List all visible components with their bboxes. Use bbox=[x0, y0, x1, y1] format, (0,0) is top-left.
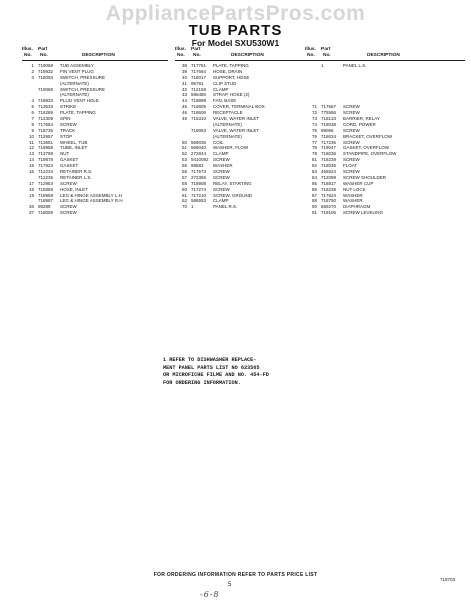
part-number: 718735 bbox=[38, 127, 54, 133]
part-number: 718908 bbox=[191, 180, 207, 186]
part-description: PANEL R.S. bbox=[213, 204, 238, 210]
part-description: TUB ASSEMBLY bbox=[60, 63, 94, 68]
part-number: 569270 bbox=[321, 204, 337, 210]
part-description: SUPPORT, HOSE bbox=[213, 74, 250, 80]
part-number: 713798 bbox=[38, 151, 54, 157]
part-number: 272844 bbox=[191, 151, 207, 157]
part-description: (ALTERNATE) bbox=[213, 133, 242, 139]
part-description: SCREW bbox=[213, 169, 230, 175]
header-part: Part bbox=[191, 47, 201, 52]
part-description: LEG & HINGE ASSEMBLY L.H bbox=[60, 192, 122, 198]
illus-number: 42 bbox=[181, 86, 187, 92]
column-header-bottom bbox=[175, 53, 305, 61]
part-description: STOP bbox=[60, 133, 73, 139]
part-description: STRAP, HOSE (2) bbox=[213, 92, 250, 98]
ordering-footer: FOR ORDERING INFORMATION REFER TO PARTS PRICE LIST bbox=[153, 572, 318, 578]
part-number: 713533 bbox=[38, 104, 54, 110]
part-number: 719878 bbox=[38, 157, 54, 163]
illus-number: 57 bbox=[181, 174, 187, 180]
part-description: CLAMP bbox=[213, 198, 229, 204]
part-number: 1 bbox=[191, 204, 194, 210]
part-description: TUBE, INLET bbox=[60, 145, 88, 151]
parts-column-3 bbox=[305, 47, 465, 216]
part-number: 717274 bbox=[191, 186, 207, 192]
part-description: FIN VENT PLUG bbox=[60, 68, 94, 74]
illus-number: 4 bbox=[31, 98, 34, 104]
part-description: RELAY, STARTING bbox=[213, 180, 252, 186]
part-description: SPIN bbox=[60, 116, 71, 122]
column-header-bottom bbox=[22, 53, 168, 61]
part-description: SCREW bbox=[343, 110, 360, 116]
illus-number: 55 bbox=[181, 163, 187, 169]
part-number: 716289 bbox=[38, 110, 54, 116]
part-number: 775556 bbox=[321, 110, 337, 116]
part-description: RETAINER R.S. bbox=[60, 169, 93, 175]
part-number: 717673 bbox=[191, 169, 207, 175]
part-number: 718059 bbox=[38, 210, 54, 216]
illus-number: 53 bbox=[181, 157, 187, 163]
part-number: 717236 bbox=[321, 139, 337, 145]
part-description: SCREW bbox=[343, 104, 360, 110]
illus-number: 76 bbox=[311, 133, 317, 139]
parts-rows bbox=[305, 63, 465, 216]
part-number: 718750 bbox=[321, 198, 337, 204]
illus-number: 75 bbox=[311, 127, 317, 133]
illus-number: 17 bbox=[28, 180, 34, 186]
illus-number: 79 bbox=[311, 151, 317, 157]
part-description: NUT bbox=[60, 151, 70, 157]
note-line: 1 REFER TO DISHWASHER REPLACE- bbox=[163, 357, 257, 363]
header-no-2: No. bbox=[323, 53, 331, 58]
part-description: SCREW LEVELING bbox=[343, 210, 384, 216]
part-description: SCREW bbox=[343, 139, 360, 145]
illus-number: 78 bbox=[311, 145, 317, 151]
part-number: 718933 bbox=[38, 98, 54, 104]
part-description: SWITCH, PRESSURE bbox=[60, 86, 106, 92]
part-description: PLATE, TAPPING bbox=[213, 63, 249, 68]
part-number: 718606 bbox=[191, 110, 207, 116]
illus-number: 86 bbox=[311, 186, 317, 192]
part-number: 719068 bbox=[38, 63, 54, 68]
part-number: 715310 bbox=[191, 116, 207, 122]
part-description: SCREW bbox=[60, 210, 77, 216]
illus-number: 91 bbox=[311, 210, 317, 216]
illus-number: 5 bbox=[31, 104, 34, 110]
part-number: 717624 bbox=[321, 192, 337, 198]
handwritten-mark: -6-8 bbox=[200, 590, 220, 599]
part-number: 718932 bbox=[38, 68, 54, 74]
part-description: SCREW bbox=[343, 157, 360, 163]
part-description: LEG & HINGE ASSEMBLY R.H bbox=[60, 198, 123, 204]
part-description: NUT LOCK bbox=[343, 186, 366, 192]
illus-number: 3 bbox=[31, 74, 34, 80]
part-description: (ALTERNATE) bbox=[213, 121, 242, 127]
part-description: SWITCH, PRESSURE bbox=[60, 74, 106, 80]
part-number: 586553 bbox=[191, 198, 207, 204]
part-number: 98583 bbox=[191, 163, 204, 169]
part-number: 712235 bbox=[38, 174, 54, 180]
header-description: DESCRIPTION bbox=[367, 53, 400, 58]
illus-number: 45 bbox=[181, 104, 187, 110]
illus-number: 70 bbox=[181, 204, 187, 210]
illus-number: 14 bbox=[28, 157, 34, 163]
part-number: 596480 bbox=[191, 92, 207, 98]
part-number: 718238 bbox=[321, 157, 337, 163]
part-number: 713651 bbox=[38, 139, 54, 145]
parts-column-2 bbox=[175, 47, 305, 210]
illus-number: 51 bbox=[181, 145, 187, 151]
part-number: 717761 bbox=[191, 63, 207, 68]
header-illus: Illus. bbox=[175, 47, 186, 52]
part-description: STANDPIPE, OVERFLOW bbox=[343, 151, 397, 157]
illus-number: 38 bbox=[181, 63, 187, 68]
note-line: FOR ORDERING INFORMATION. bbox=[163, 379, 241, 386]
illus-number: 1 bbox=[31, 63, 34, 68]
illus-number: 82 bbox=[311, 163, 317, 169]
part-description: BARRIER, RELAY bbox=[343, 116, 380, 122]
part-number: 719106 bbox=[321, 210, 337, 216]
part-number: 717210 bbox=[191, 192, 207, 198]
illus-number: 9 bbox=[31, 127, 34, 133]
part-description: RECEPTACLE bbox=[213, 110, 243, 116]
part-description: GASKET, OVERFLOW bbox=[343, 145, 390, 151]
part-number: 718093 bbox=[38, 74, 54, 80]
part-number: 715859 bbox=[38, 186, 54, 192]
part-description: GASKET bbox=[60, 157, 79, 163]
part-number: 566040 bbox=[191, 145, 207, 151]
part-number: 718605 bbox=[191, 104, 207, 110]
part-description: WASHER bbox=[343, 192, 363, 198]
part-description: PANEL L.S. bbox=[343, 63, 367, 68]
part-description: RETAINER L.S. bbox=[60, 174, 92, 180]
part-description: BRACKET, OVERFLOW bbox=[343, 133, 393, 139]
header-no-2: No. bbox=[193, 53, 201, 58]
part-number: 95791 bbox=[191, 80, 204, 86]
part-description: PLUG VENT HOLE bbox=[60, 98, 99, 104]
illus-number: 37 bbox=[28, 210, 34, 216]
part-description: VALVE, WATER INLET bbox=[213, 116, 260, 122]
illus-number: 39 bbox=[181, 68, 187, 74]
illus-number: 85 bbox=[311, 180, 317, 186]
illus-number: 43 bbox=[181, 92, 187, 98]
part-description: CLIP STUD bbox=[213, 80, 237, 86]
part-description: DIAPHRAGM bbox=[343, 204, 371, 210]
illus-number: 71 bbox=[311, 104, 317, 110]
illus-number: 13 bbox=[28, 151, 34, 157]
illus-number: 72 bbox=[311, 110, 317, 116]
header-description: DESCRIPTION bbox=[231, 53, 264, 58]
illus-number: 16 bbox=[28, 169, 34, 175]
part-number: 717923 bbox=[38, 163, 54, 169]
illus-number: 46 bbox=[181, 110, 187, 116]
illus-number: 77 bbox=[311, 139, 317, 145]
part-description: COIL bbox=[213, 139, 224, 145]
watermark: AppliancePartsPros.com bbox=[105, 2, 366, 25]
illus-number: 49 bbox=[181, 116, 187, 122]
part-number: 719038 bbox=[321, 121, 337, 127]
part-description: SCREW bbox=[60, 204, 77, 210]
part-description: COVER, TERMINAL BOX bbox=[213, 104, 265, 110]
illus-number: 88 bbox=[311, 198, 317, 204]
illus-number: 12 bbox=[28, 145, 34, 151]
part-number: 455524 bbox=[321, 169, 337, 175]
illus-number: 15 bbox=[28, 163, 34, 169]
illus-number: 58 bbox=[181, 180, 187, 186]
part-number: 717554 bbox=[38, 121, 54, 127]
illus-number: 56 bbox=[181, 169, 187, 175]
part-description: SCREW bbox=[213, 186, 230, 192]
part-description: WASHER bbox=[213, 163, 233, 169]
part-number: 718034 bbox=[321, 133, 337, 139]
part-description: HOSE, DRAIN bbox=[213, 68, 243, 74]
part-description: SCREW bbox=[343, 169, 360, 175]
part-description: CLAMP bbox=[213, 86, 229, 92]
part-number: 718958 bbox=[38, 192, 54, 198]
note-line: MENT PANEL PARTS LIST NO 623565 bbox=[163, 364, 260, 371]
part-number: 717567 bbox=[321, 104, 337, 110]
part-number: 719047 bbox=[321, 145, 337, 151]
part-description: FLOAT bbox=[343, 163, 358, 169]
part-number: 272356 bbox=[191, 174, 207, 180]
header-part: Part bbox=[38, 47, 48, 52]
page-title: TUB PARTS bbox=[188, 22, 283, 39]
header-illus: Illus. bbox=[22, 47, 33, 52]
page-subtitle: For Model SXU530W1 bbox=[191, 38, 280, 48]
illus-number: 7 bbox=[31, 116, 34, 122]
parts-row bbox=[175, 204, 305, 210]
part-description: SCREW bbox=[60, 180, 77, 186]
panel-note bbox=[163, 357, 323, 387]
illus-number: 84 bbox=[311, 174, 317, 180]
illus-number: 90 bbox=[311, 204, 317, 210]
part-number: 712957 bbox=[38, 133, 54, 139]
part-number: 718958 bbox=[38, 145, 54, 151]
header-no: No. bbox=[24, 53, 32, 58]
part-description: SCREW SHOULDER bbox=[343, 174, 387, 180]
illus-number: 62 bbox=[181, 198, 187, 204]
header-no: No. bbox=[177, 53, 185, 58]
illus-number: 18 bbox=[28, 186, 34, 192]
part-description: SCREW bbox=[60, 121, 77, 127]
part-number: 718987 bbox=[38, 198, 54, 204]
illus-number: 50 bbox=[181, 139, 187, 145]
part-description: PLATE, TAPPING bbox=[60, 110, 96, 116]
part-number: 718898 bbox=[191, 98, 207, 104]
part-description: SCREW bbox=[213, 174, 230, 180]
part-number: 718036 bbox=[321, 151, 337, 157]
part-description: WASHER, FLOW bbox=[213, 145, 249, 151]
illus-number: 40 bbox=[181, 74, 187, 80]
header-description: DESCRIPTION bbox=[82, 53, 115, 58]
illus-number: 87 bbox=[311, 192, 317, 198]
illus-number: 36 bbox=[28, 204, 34, 210]
part-description: CORD, POWER bbox=[343, 121, 376, 127]
part-number: 718817 bbox=[321, 180, 337, 186]
part-number: 712954 bbox=[38, 180, 54, 186]
part-description: WASHER bbox=[343, 198, 363, 204]
part-description: VALVE, WATER INLET bbox=[213, 127, 260, 133]
part-description: (ALTERNATE) bbox=[60, 80, 89, 86]
part-number: 719068 bbox=[38, 86, 54, 92]
illus-number: 61 bbox=[181, 192, 187, 198]
part-description: CLAMP bbox=[213, 151, 229, 157]
illus-number: 74 bbox=[311, 121, 317, 127]
illus-number: 52 bbox=[181, 151, 187, 157]
page-number: 5 bbox=[228, 582, 232, 588]
part-number: 98066 bbox=[321, 127, 334, 133]
part-description: GASKET bbox=[60, 163, 79, 169]
illus-number: 73 bbox=[311, 116, 317, 122]
part-number: 712234 bbox=[38, 169, 54, 175]
part-number: 718133 bbox=[321, 116, 337, 122]
part-description: SCREW bbox=[343, 127, 360, 133]
illus-number: 10 bbox=[28, 133, 34, 139]
part-number: 719053 bbox=[191, 127, 207, 133]
parts-rows bbox=[175, 63, 305, 210]
illus-number: 2 bbox=[31, 68, 34, 74]
part-number: 718035 bbox=[321, 163, 337, 169]
note-line: OR MICROFICHE FILME AND NO. 454-FD bbox=[163, 372, 269, 378]
part-description: FAN, BASE bbox=[213, 98, 237, 104]
illus-number: 19 bbox=[28, 192, 34, 198]
illus-number: 41 bbox=[181, 80, 187, 86]
part-number: 98289 bbox=[38, 204, 51, 210]
column-header-bottom bbox=[305, 53, 465, 61]
header-illus: Illus. bbox=[305, 47, 316, 52]
part-description: TRACK bbox=[60, 127, 76, 133]
part-number: 718017 bbox=[191, 74, 207, 80]
parts-column-1 bbox=[22, 47, 168, 216]
part-description: STRIKE bbox=[60, 104, 77, 110]
part-number: 1 bbox=[321, 63, 324, 68]
illus-number: 44 bbox=[181, 98, 187, 104]
illus-number: 11 bbox=[29, 139, 34, 145]
parts-row bbox=[22, 210, 168, 216]
part-number: 717664 bbox=[191, 68, 207, 74]
part-description: SCREW bbox=[213, 157, 230, 163]
part-description: WASHER CUP bbox=[343, 180, 374, 186]
part-number: 718239 bbox=[321, 186, 337, 192]
parts-rows bbox=[22, 63, 168, 216]
illus-number: 83 bbox=[311, 169, 317, 175]
part-number: 9410092 bbox=[191, 157, 209, 163]
illus-number: 60 bbox=[181, 186, 187, 192]
document-code: 719703 bbox=[440, 577, 456, 582]
header-no: No. bbox=[307, 53, 315, 58]
part-description: SCREW, GROUND bbox=[213, 192, 253, 198]
part-description: WHEEL, TUB bbox=[60, 139, 88, 145]
header-part: Part bbox=[321, 47, 331, 52]
part-number: 569036 bbox=[191, 139, 207, 145]
part-number: 712099 bbox=[321, 174, 337, 180]
part-description: HOSE, INLET bbox=[60, 186, 89, 192]
part-description: (ALTERNATE) bbox=[60, 92, 89, 98]
parts-row bbox=[305, 210, 465, 216]
illus-number: 8 bbox=[31, 121, 34, 127]
illus-number: 81 bbox=[311, 157, 317, 163]
parts-row bbox=[305, 63, 465, 69]
part-number: 712309 bbox=[38, 116, 54, 122]
part-number: 712158 bbox=[191, 86, 207, 92]
header-no-2: No. bbox=[40, 53, 48, 58]
illus-number: 6 bbox=[31, 110, 34, 116]
